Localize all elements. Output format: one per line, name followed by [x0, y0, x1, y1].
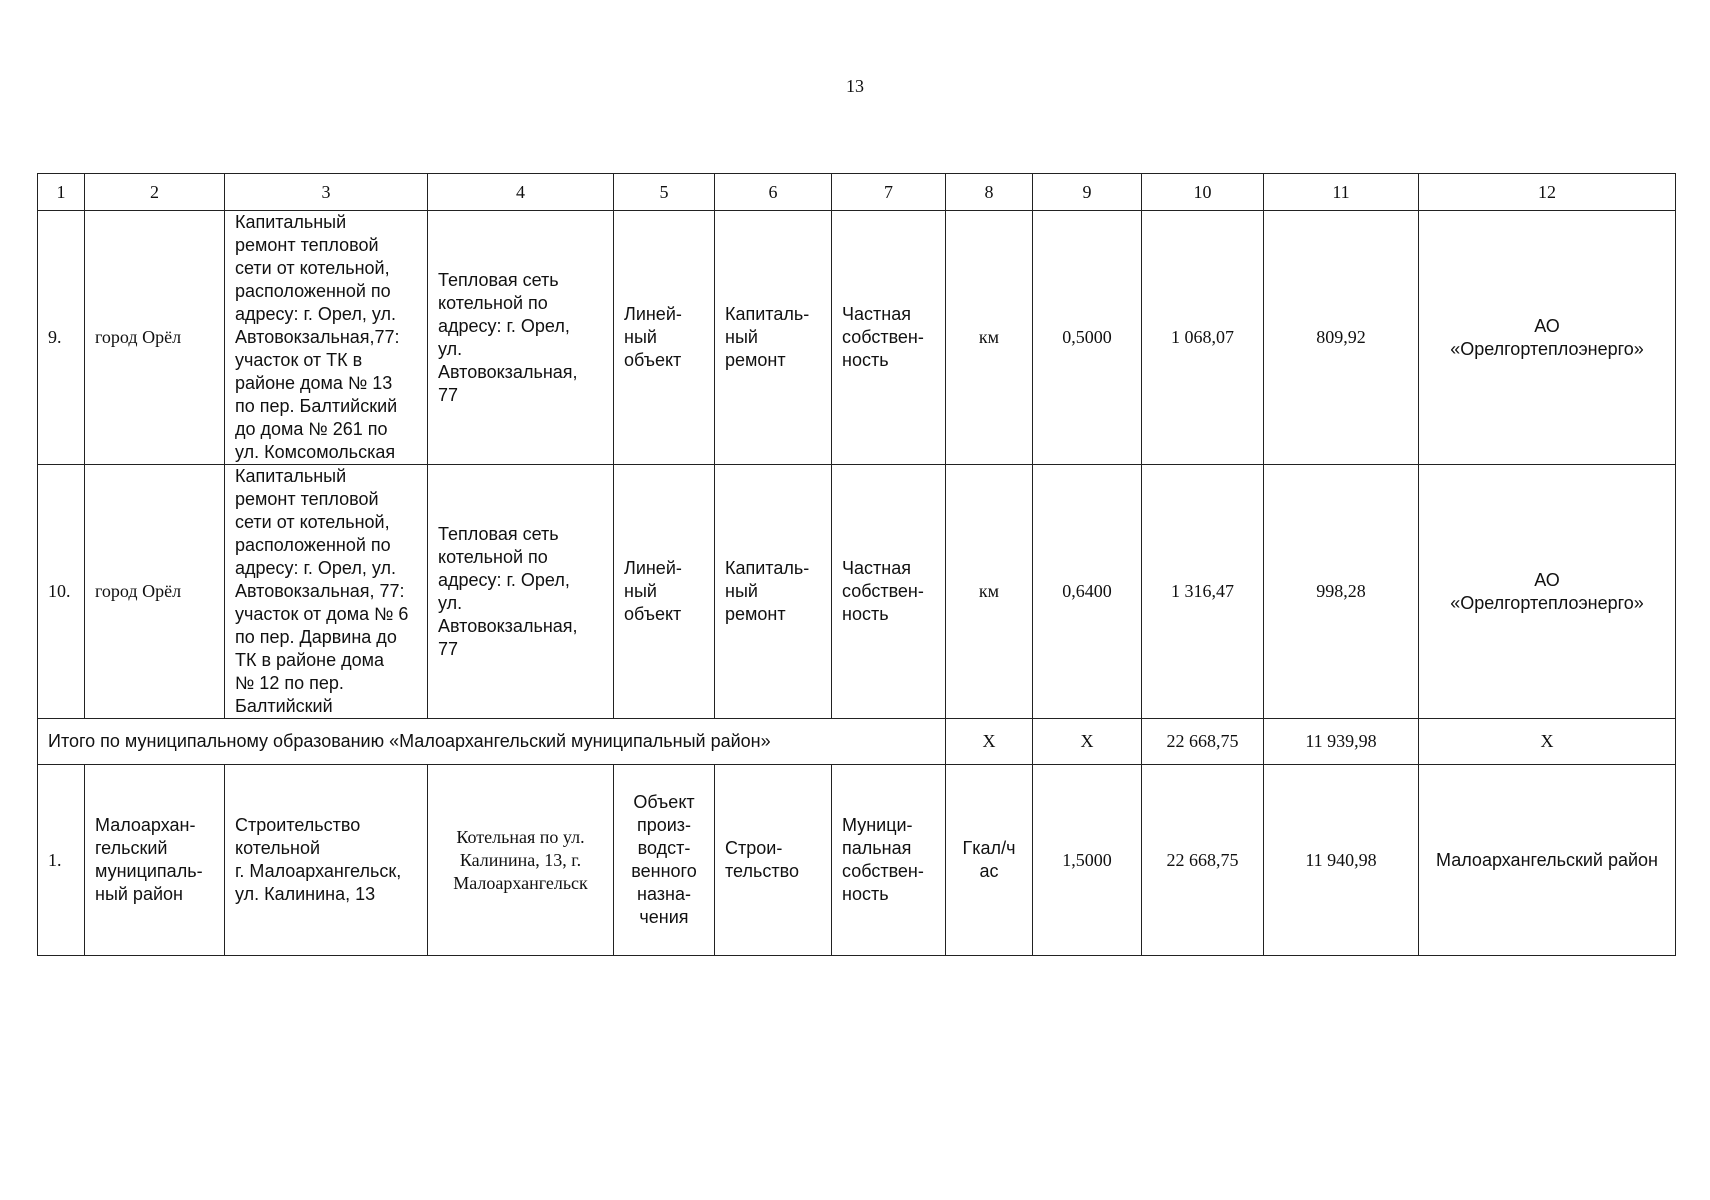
- total-row: [38, 719, 1676, 765]
- column-number: 5: [614, 174, 715, 211]
- total-amount: 11 939,98: [1264, 719, 1419, 765]
- column-number: 12: [1419, 174, 1676, 211]
- row-work-description: Капитальный ремонт тепловой сети от котельной, расположенной по адресу: г. Орел, ул. Автовокзальная, 77: участок от дома № 6 по пер. Дарвина до ТК в районе дома № 12 по пер. Балтийский: [225, 465, 428, 719]
- column-number-row: [38, 174, 1676, 211]
- row-place: Малоархан- гельский муниципаль- ный район: [85, 765, 225, 956]
- total-col8: X: [946, 719, 1033, 765]
- row-amount: 998,28: [1264, 465, 1419, 719]
- column-number: 9: [1033, 174, 1142, 211]
- row-ownership: Частная собствен- ность: [832, 465, 946, 719]
- column-number: 11: [1264, 174, 1419, 211]
- row-cost: 1 316,47: [1142, 465, 1264, 719]
- table-row: [38, 211, 1676, 465]
- column-number: 6: [715, 174, 832, 211]
- column-number: 7: [832, 174, 946, 211]
- table-row: [38, 765, 1676, 956]
- row-ownership: Частная собствен- ность: [832, 211, 946, 465]
- column-number: 1: [38, 174, 85, 211]
- investment-program-table: [37, 173, 1676, 956]
- row-work-kind: Строи- тельство: [715, 765, 832, 956]
- row-object-type: Объект произ- водст- венного назна- чения: [614, 765, 715, 956]
- row-number: 10.: [38, 465, 85, 719]
- row-object-name: Котельная по ул. Калинина, 13, г. Малоархангельск: [428, 765, 614, 956]
- row-cost: 22 668,75: [1142, 765, 1264, 956]
- row-executor: АО «Орелгортеплоэнерго»: [1419, 211, 1676, 465]
- row-executor: АО «Орелгортеплоэнерго»: [1419, 465, 1676, 719]
- total-cost: 22 668,75: [1142, 719, 1264, 765]
- row-number: 9.: [38, 211, 85, 465]
- row-executor: Малоархангельский район: [1419, 765, 1676, 956]
- row-cost: 1 068,07: [1142, 211, 1264, 465]
- row-work-description: Строительство котельной г. Малоархангельск, ул. Калинина, 13: [225, 765, 428, 956]
- row-number: 1.: [38, 765, 85, 956]
- row-place: город Орёл: [85, 211, 225, 465]
- row-unit: км: [946, 211, 1033, 465]
- row-amount: 809,92: [1264, 211, 1419, 465]
- row-object-type: Линей- ный объект: [614, 465, 715, 719]
- row-capacity: 0,6400: [1033, 465, 1142, 719]
- row-unit: Гкал/ч ас: [946, 765, 1033, 956]
- column-number: 3: [225, 174, 428, 211]
- table-row: [38, 465, 1676, 719]
- row-place: город Орёл: [85, 465, 225, 719]
- row-work-kind: Капиталь- ный ремонт: [715, 465, 832, 719]
- row-object-name: Тепловая сеть котельной по адресу: г. Орел, ул. Автовокзальная, 77: [428, 211, 614, 465]
- total-col9: X: [1033, 719, 1142, 765]
- row-work-description: Капитальный ремонт тепловой сети от котельной, расположенной по адресу: г. Орел, ул. Автовокзальная,77: участок от ТК в районе дома № 13 по пер. Балтийский до дома № 261 по ул. Комсомольская: [225, 211, 428, 465]
- row-work-kind: Капиталь- ный ремонт: [715, 211, 832, 465]
- row-object-type: Линей- ный объект: [614, 211, 715, 465]
- row-object-name: Тепловая сеть котельной по адресу: г. Орел, ул. Автовокзальная, 77: [428, 465, 614, 719]
- row-amount: 11 940,98: [1264, 765, 1419, 956]
- total-label: Итого по муниципальному образованию «Малоархангельский муниципальный район»: [38, 719, 946, 765]
- row-ownership: Муници- пальная собствен- ность: [832, 765, 946, 956]
- column-number: 8: [946, 174, 1033, 211]
- page-number: 13: [846, 76, 864, 96]
- row-capacity: 0,5000: [1033, 211, 1142, 465]
- total-col12: X: [1419, 719, 1676, 765]
- column-number: 10: [1142, 174, 1264, 211]
- column-number: 2: [85, 174, 225, 211]
- row-unit: км: [946, 465, 1033, 719]
- column-number: 4: [428, 174, 614, 211]
- row-capacity: 1,5000: [1033, 765, 1142, 956]
